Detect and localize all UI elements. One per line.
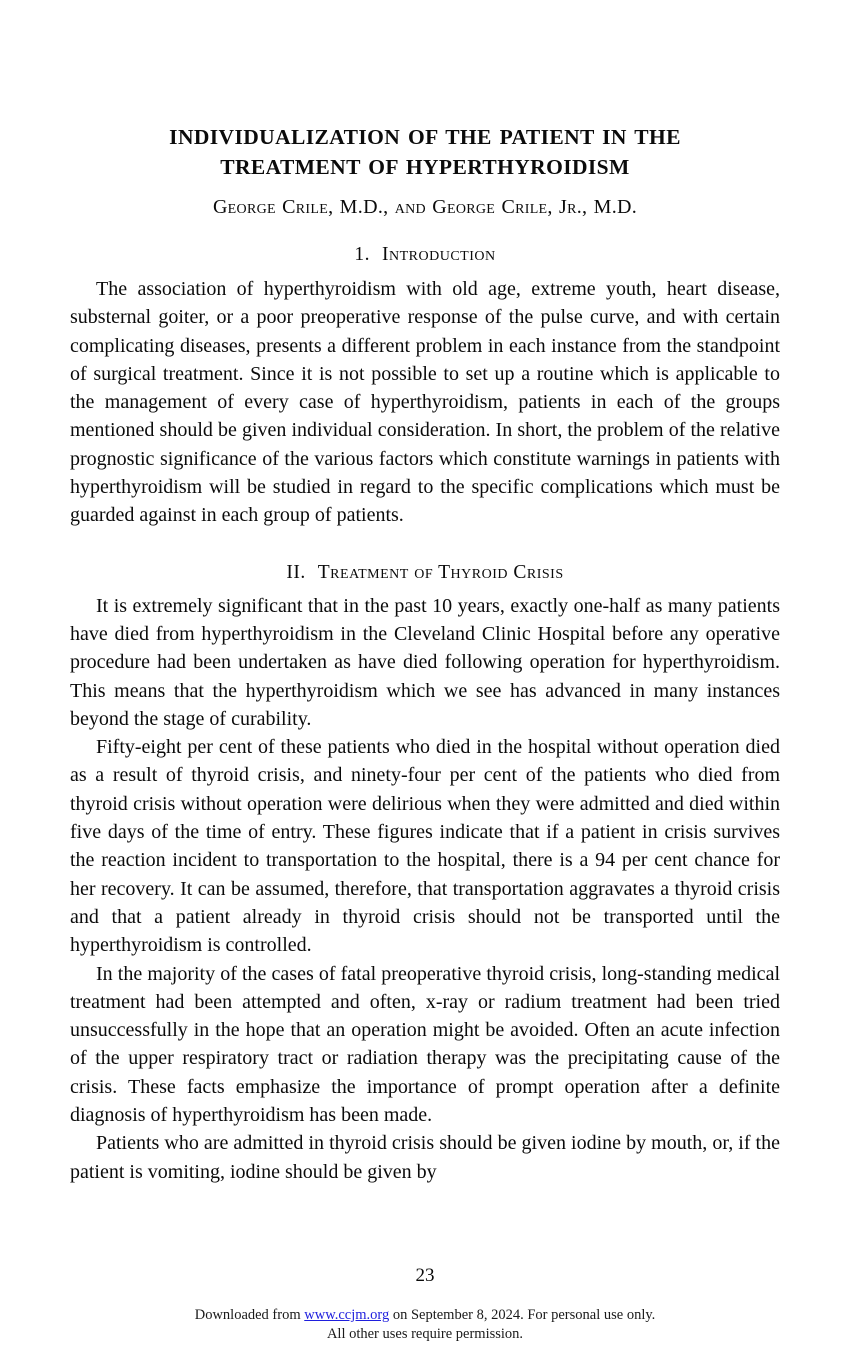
ccjm-website-link[interactable]: www.ccjm.org (304, 1307, 390, 1323)
section-title-thyroid-crisis: Treatment of Thyroid Crisis (317, 561, 564, 583)
footer-text-after-link: on September 8, 2024. For personal use only. (389, 1307, 656, 1323)
page-content (70, 0, 780, 1186)
footer-line-2: All other uses require permission. (326, 1326, 524, 1342)
section-title-introduction: Introduction (382, 244, 496, 265)
article-authors: George Crile, M.D., and George Crile, Jr., M.D. (212, 196, 638, 218)
paragraph-crisis-4: Patients who are admitted in thyroid crisis should be given iodine by mouth, or, if the patient is vomiting, iodine should be given by (70, 1132, 780, 1183)
paragraph-intro-1: The association of hyperthyroidism with old age, extreme youth, heart disease, substernal goiter, or a poor preoperative response of the pulse curve, and with certain complicating diseases, presents a different problem in each instance from the standpoint of surgical treatment. Since it is not possible to set up a routine which is applicable to the management of every case of hyperthyroidism, patients in each of the groups mentioned should be given individual consideration. In short, the problem of the relative prognostic significance of the various factors which constitute warnings in patients with hyperthyroidism will be studied in regard to the specific complications which must be guarded against in each group of patients. (70, 278, 780, 527)
paragraph-crisis-3: In the majority of the cases of fatal preoperative thyroid crisis, long-standing medical treatment had been attempted and often, x-ray or radium treatment had been tried unsuccessfully in the hope that an operation might be avoided. Often an acute infection of the upper respiratory tract or radiation therapy was the precipitating cause of the crisis. These facts emphasize the importance of prompt operation after a definite diagnosis of hyperthyroidism has been made. (70, 962, 780, 1127)
page-number: 23 (415, 1265, 435, 1286)
footer-text-before-link: Downloaded from (194, 1307, 305, 1323)
paragraph-crisis-1: It is extremely significant that in the past 10 years, exactly one-half as many patients have died from hyperthyroidism in the Cleveland Clinic Hospital before any operative procedure had been undertaken as have died following operation for hyperthyroidism. This means that the hyperthyroidism which we see has advanced in many instances beyond the stage of curability. (70, 594, 780, 730)
section-heading-thyroid-crisis (70, 530, 780, 586)
article-title-line-2: TREATMENT OF HYPERTHYROIDISM (220, 155, 630, 179)
article-title (70, 0, 780, 182)
footer-line-1 (0, 1306, 850, 1325)
download-footer (0, 1306, 850, 1344)
section-number-thyroid-crisis: II. (286, 561, 306, 583)
section-number-introduction: 1. (354, 244, 370, 265)
paragraph-crisis-2: Fifty-eight per cent of these patients who died in the hospital without operation died as a result of thyroid crisis, and ninety-four per cent of the patients who died from thyroid crisis without operation were delirious when they were admitted and died within five days of the time of entry. These figures indicate that if a patient in crisis survives the reaction incident to transportation to the hospital, there is a 94 per cent chance for her recovery. It can be assumed, therefore, that transportation aggravates a thyroid crisis and that a patient already in thyroid crisis should not be transported until the hyperthyroidism is controlled. (70, 736, 780, 957)
section-heading-introduction (70, 220, 780, 268)
article-title-line-1: INDIVIDUALIZATION OF THE PATIENT IN THE (169, 125, 681, 149)
